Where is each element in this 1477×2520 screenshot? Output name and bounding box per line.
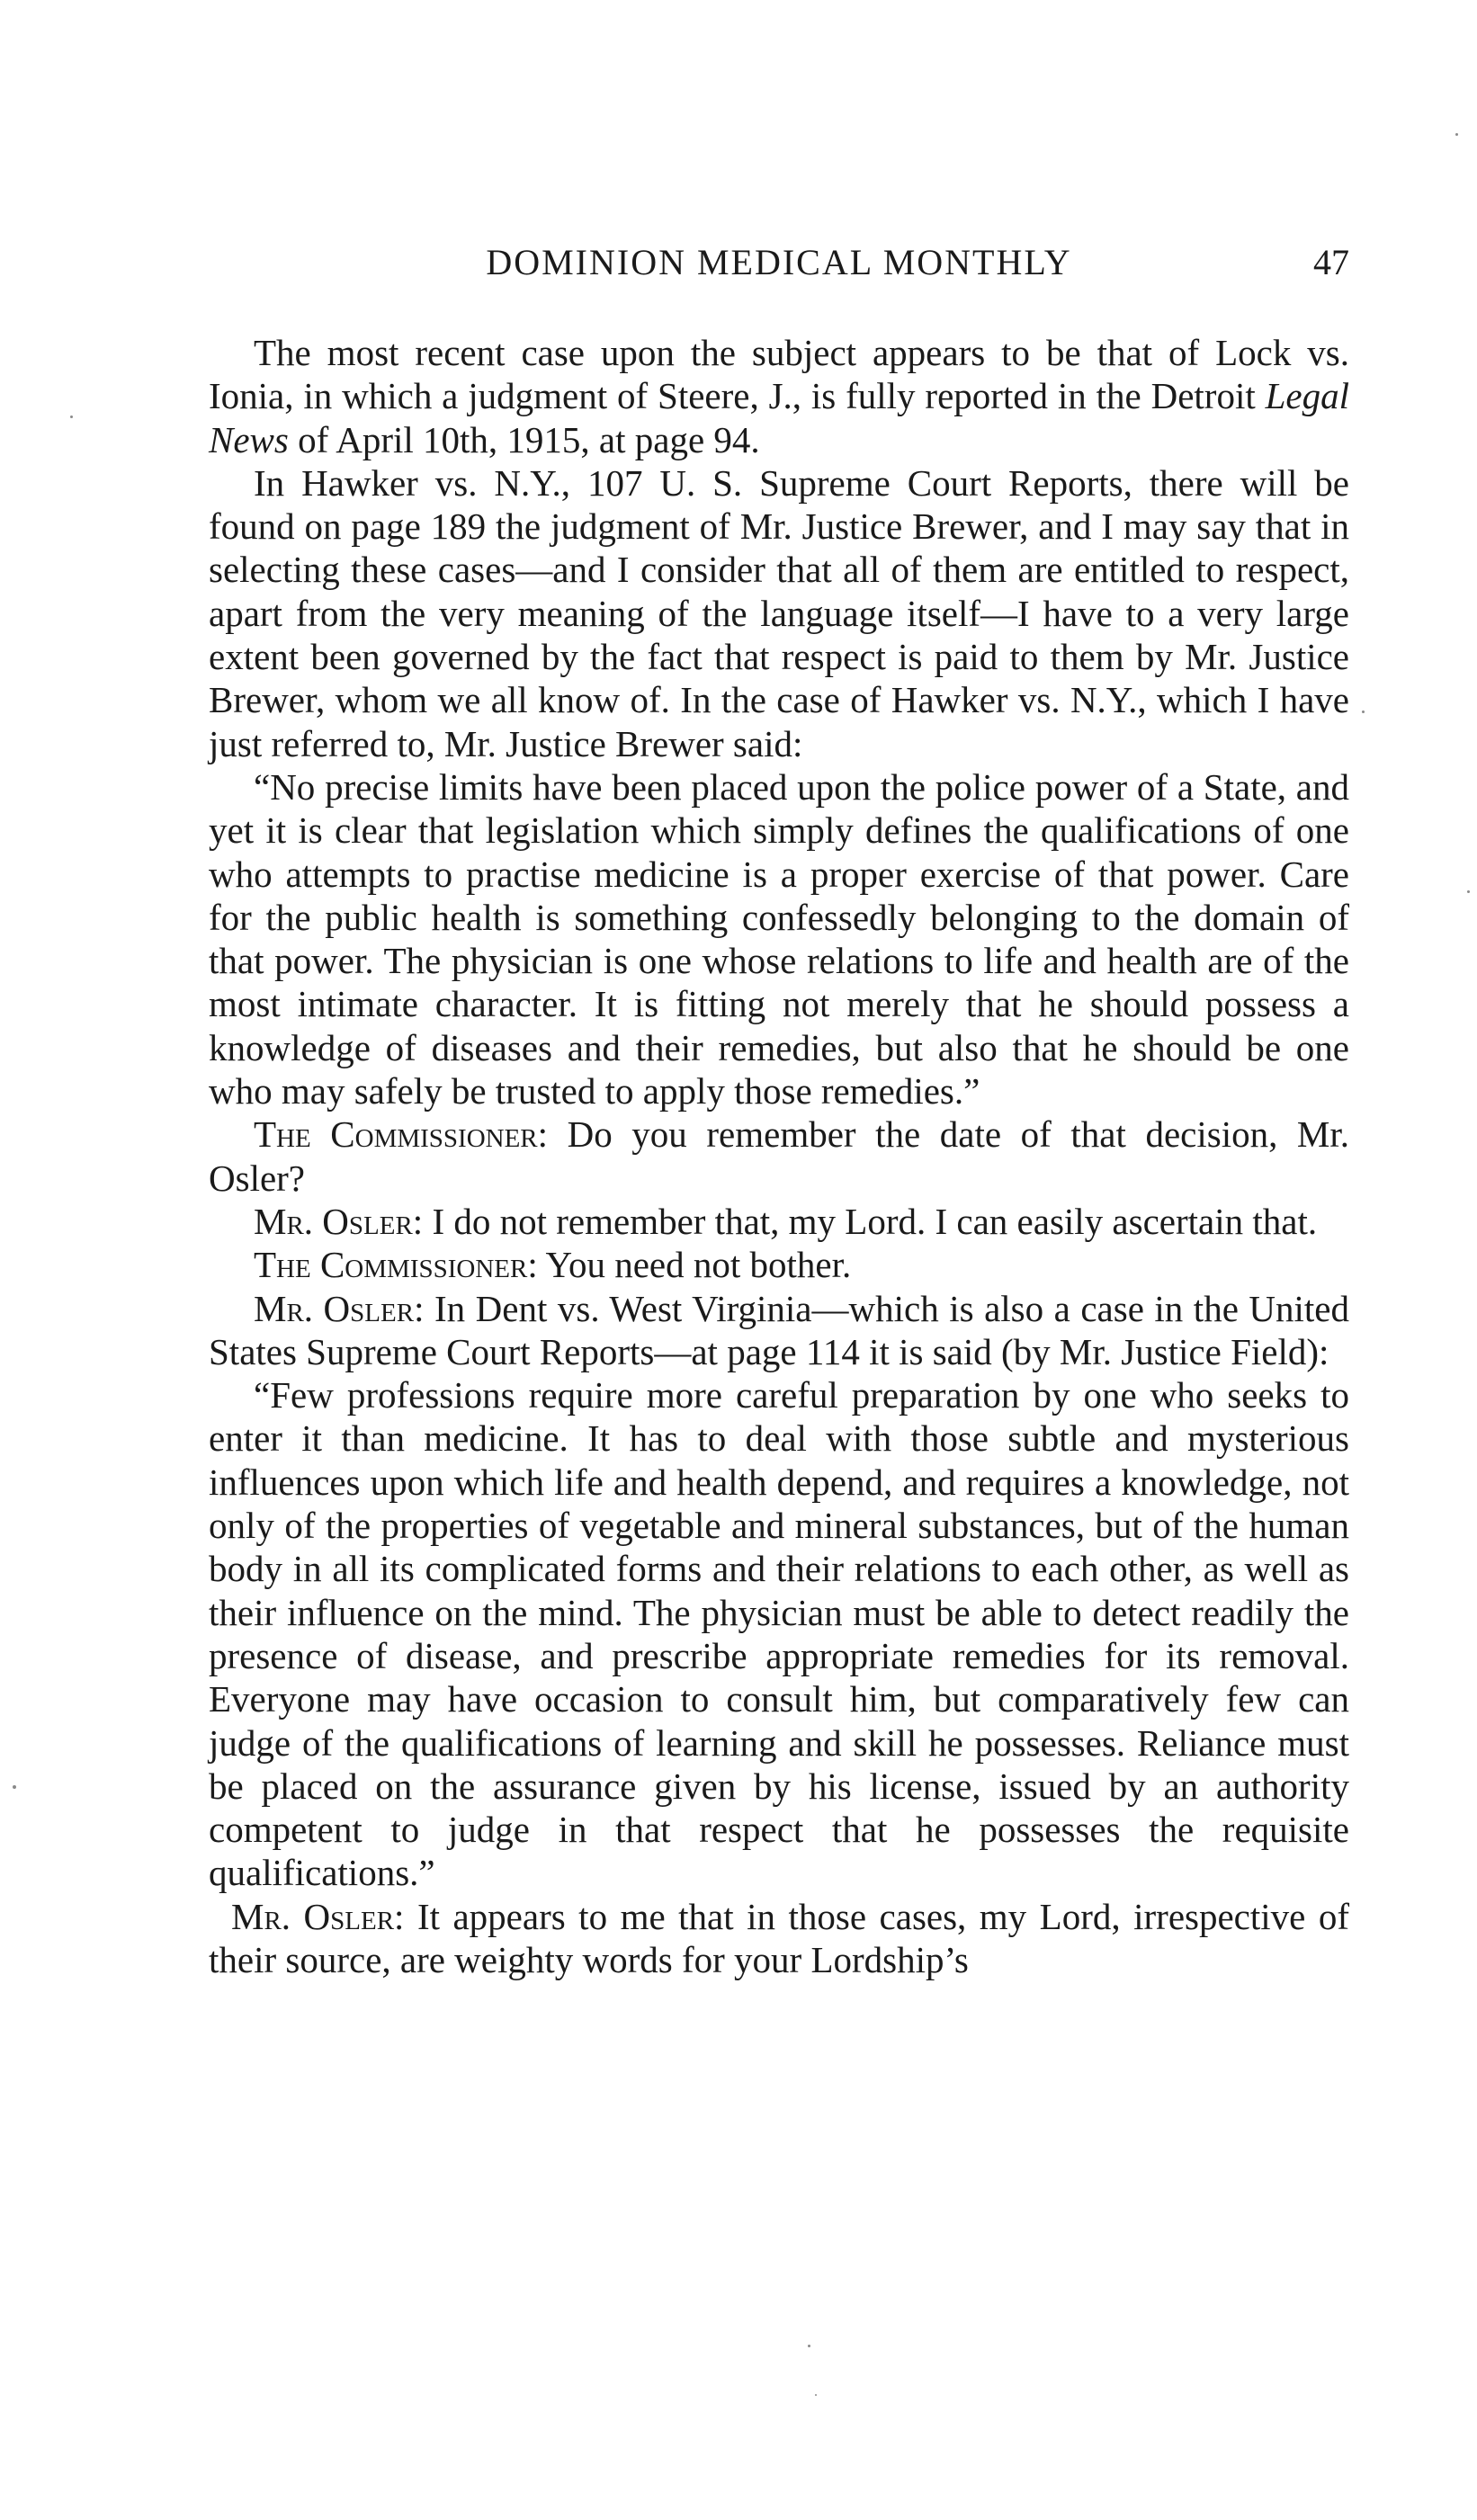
speaker-name: Mr. Osler: — [254, 1200, 424, 1242]
scan-speck — [1455, 133, 1458, 136]
dialogue-commissioner-question — [209, 1113, 1349, 1200]
speaker-name: The Commissioner: — [254, 1244, 538, 1286]
speaker-name: The Commissioner: — [254, 1113, 549, 1156]
speech-text: You need not bother. — [537, 1244, 852, 1286]
running-title: DOMINION MEDICAL MONTHLY — [486, 242, 1072, 282]
speech-text: Do you remember the date of that decision, Mr. Osler? — [209, 1113, 1350, 1199]
quotation-justice-brewer: “No precise limits have been placed upon the police power of a State, and yet it is clear that legislation which simply defines the qualifications of one who attempts to practise medicine is a proper exercise of that power. Care for the public health is something confessedly belonging to the domain of that power. The physician is one whose relations to life and health are of the most intimate character. It is fitting not merely that he should possess a knowledge of diseases and their remedies, but also that he should be one who may safely be trusted to apply those remedies.” — [209, 765, 1349, 1113]
paragraph-text: The most recent case upon the subject appears to be that of Lock vs. Ionia, in which a judgment of Steere, J., is fully reported in the Detroit — [209, 332, 1349, 417]
scan-speck — [13, 1785, 16, 1789]
speech-text: In Dent vs. West Virginia—which is also a case in the United States Supreme Court Reports—at page 114 it is said (by Mr. Justice Field): — [209, 1287, 1349, 1372]
speaker-name: Mr. Osler: — [231, 1895, 405, 1937]
running-head — [209, 236, 1349, 290]
dialogue-commissioner-reply — [209, 1243, 1349, 1286]
dialogue-osler-dent-case — [209, 1287, 1349, 1374]
scan-speck — [1362, 710, 1365, 713]
speech-text: I do not remember that, my Lord. I can easily ascertain that. — [423, 1200, 1318, 1242]
quotation-justice-field: “Few professions require more careful preparation by one who seeks to enter it than medicine. It has to deal with those subtle and mysterious influences upon which life and health depend, and requires a knowledge, not only of the properties of vegetable and mineral substances, but of the human body in all its complicated forms and their relations to each other, as well as their influence on the mind. The physician must be able to detect readily the presence of disease, and prescribe appropriate remedies for its removal. Everyone may have occasion to consult him, but comparatively few can judge of the qualifications of learning and skill he possesses. Reliance must be placed on the assurance given by his license, issued by an authority competent to judge in that respect that he possesses the requisite qualifications.” — [209, 1374, 1349, 1894]
body-text — [209, 331, 1349, 1981]
page-number: 47 — [1313, 242, 1349, 282]
scan-speck — [70, 416, 73, 418]
speech-text: It appears to me that in those cases, my Lord, irrespective of their source, are weighty words for your Lordship’s — [209, 1895, 1349, 1980]
italic-publication-title: Legal News — [209, 375, 1349, 460]
speaker-name: Mr. Osler: — [254, 1287, 425, 1329]
paragraph-text: of April 10th, 1915, at page 94. — [288, 418, 760, 460]
paragraph-lock-vs-ionia — [209, 331, 1349, 461]
scan-speck — [1467, 890, 1470, 893]
dialogue-osler-reply — [209, 1200, 1349, 1243]
paragraph-hawker-vs-ny: In Hawker vs. N.Y., 107 U. S. Supreme Court Reports, there will be found on page 189 the judgment of Mr. Justice Brewer, and I may say that in selecting these cases—and I consider that all of them are entitled to respect, apart from the very meaning of the language itself—I have to a very large extent been governed by the fact that respect is paid to them by Mr. Justice Brewer, whom we all know of. In the case of Hawker vs. N.Y., which I have just referred to, Mr. Justice Brewer said: — [209, 461, 1349, 764]
dialogue-osler-conclusion — [209, 1895, 1349, 1982]
scan-speck — [815, 2394, 817, 2396]
scan-speck — [808, 2345, 810, 2347]
